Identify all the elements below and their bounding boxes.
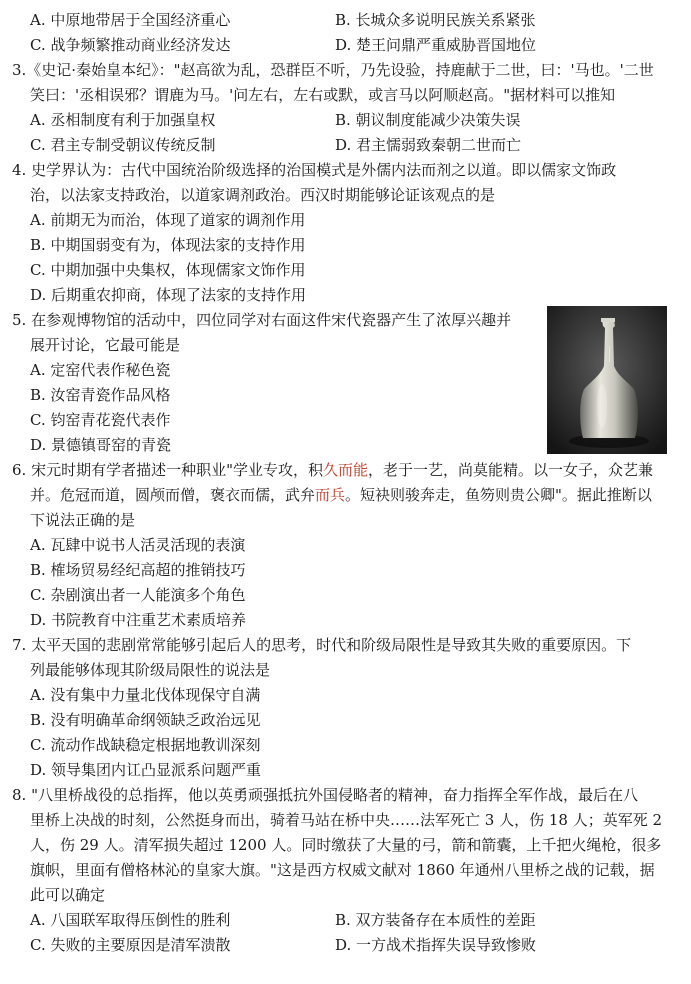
q7-option-b: B. 没有明确革命纲领缺乏政治远见 (30, 711, 261, 729)
q8-stem-line4: 旗帜，里面有僧格林沁的皇家大旗。"这是西方权威文献对 1860 年通州八里桥之战的记载，据 (30, 861, 655, 879)
question-8 (12, 783, 671, 958)
q2-options-row1 (30, 8, 671, 33)
q8-option-b: B. 双方装备存在本质性的差距 (335, 911, 536, 929)
q4-option-d: D. 后期重农抑商，体现了法家的支持作用 (30, 286, 307, 304)
q6-option-b: B. 榷场贸易经纪高超的推销技巧 (30, 561, 246, 579)
q7-option-c: C. 流动作战缺稳定根据地教训深刻 (30, 736, 261, 754)
q5-option-d: D. 景德镇哥窑的青瓷 (30, 436, 172, 454)
q4-stem-line2: 治，以法家支持政治，以道家调剂政治。西汉时期能够论证该观点的是 (30, 186, 496, 204)
q3-option-c: C. 君主专制受朝议传统反制 (30, 136, 216, 154)
q4-stem-line1: 4. 史学界认为：古代中国统治阶级选择的治国模式是外儒内法而剂之以道。即以儒家文饰政 (12, 161, 617, 179)
q2-option-d: D. 楚王问鼎严重威胁晋国地位 (335, 36, 537, 54)
q5-option-a: A. 定窑代表作秘色瓷 (30, 361, 171, 379)
q7-option-a: A. 没有集中力量北伐体现保守自满 (30, 686, 261, 704)
q8-stem-line2: 里桥上决战的时刻，公然挺身而出，骑着马站在桥中央……法军死亡 3 人，伤 18 人；英军死 2 (30, 811, 663, 829)
q7-option-d: D. 领导集团内讧凸显派系问题严重 (30, 761, 262, 779)
q6-stem-line1 (12, 458, 671, 483)
question-7 (12, 633, 671, 783)
q6-stem-line2-red: 而兵 (315, 486, 346, 504)
question-3 (12, 58, 671, 158)
q6-option-d: D. 书院教育中注重艺术素质培养 (30, 611, 247, 629)
q7-stem-line1: 7. 太平天国的悲剧常常能够引起后人的思考，时代和阶级局限性是导致其失败的重要原因。下 (12, 636, 632, 654)
question-5 (12, 308, 671, 458)
q6-option-c: C. 杂剧演出者一人能演多个角色 (30, 586, 246, 604)
q5-option-b: B. 汝窑青瓷作品风格 (30, 386, 171, 404)
q8-options-row1 (30, 908, 671, 933)
q6-option-a: A. 瓦肆中说书人活灵活现的表演 (30, 536, 246, 554)
porcelain-vase-photo (547, 306, 667, 454)
vase-icon (547, 306, 667, 454)
q8-option-c: C. 失败的主要原因是清军溃散 (30, 936, 231, 954)
q3-options-row1 (30, 108, 671, 133)
question-6 (12, 458, 671, 633)
q3-option-b: B. 朝议制度能减少决策失误 (335, 111, 521, 129)
q2-option-a: A. 中原地带居于全国经济重心 (30, 11, 231, 29)
q5-stem-line1: 5. 在参观博物馆的活动中，四位同学对右面这件宋代瓷器产生了浓厚兴趣并 (12, 311, 512, 329)
q7-stem-line2: 列最能够体现其阶级局限性的说法是 (30, 661, 271, 679)
q6-stem-line1-part-b: ，老于一艺，尚莫能精。以一女子，众艺兼 (368, 461, 654, 479)
q6-stem-line3: 下说法正确的是 (30, 511, 136, 529)
q3-options-row2 (30, 133, 671, 158)
q8-stem-line1: 8. "八里桥战役的总指挥，他以英勇顽强抵抗外国侵略者的精神，奋力指挥全军作战，最后在八 (12, 786, 638, 804)
q4-option-c: C. 中期加强中央集权，体现儒家文饰作用 (30, 261, 306, 279)
q8-option-a: A. 八国联军取得压倒性的胜利 (30, 911, 231, 929)
q3-option-d: D. 君主懦弱致秦朝二世而亡 (335, 136, 522, 154)
q4-option-b: B. 中期国弱变有为，体现法家的支持作用 (30, 236, 306, 254)
q3-stem-line1: 3.《史记·秦始皇本纪》："赵高欲为乱，恐群臣不听，乃先设验，持鹿献于二世，曰：'马也。'二世 (12, 61, 654, 79)
q6-stem-line2-part-b: 。短袂则骏奔走，鱼笏则贵公卿"。据此推断以 (345, 486, 652, 504)
q2-option-b: B. 长城众多说明民族关系紧张 (335, 11, 536, 29)
question-4 (12, 158, 671, 308)
q2-option-c: C. 战争频繁推动商业经济发达 (30, 36, 231, 54)
q8-option-d: D. 一方战术指挥失误导致惨败 (335, 936, 537, 954)
q6-stem-line1-part-a: 6. 宋元时期有学者描述一种职业"学业专攻，积 (12, 461, 323, 479)
q3-option-a: A. 丞相制度有利于加强皇权 (30, 111, 216, 129)
q3-stem-line2: 笑曰：'丞相误邪？谓鹿为马。'问左右，左右或默，或言马以阿顺赵高。"据材料可以推知 (30, 86, 616, 104)
q8-options-row2 (30, 933, 671, 958)
q6-stem-line1-red: 久而能 (322, 461, 368, 479)
q6-stem-line2 (30, 483, 671, 508)
q8-stem-line5: 此可以确定 (30, 886, 106, 904)
q8-stem-line3: 人，伤 29 人。清军损失超过 1200 人。同时缴获了大量的弓，箭和箭囊，上千把火绳枪，很多 (30, 836, 662, 854)
q6-stem-line2-part-a: 并。危冠而道，圆颅而僧，褒衣而儒，武弁 (30, 486, 316, 504)
q5-option-c: C. 钧窑青花瓷代表作 (30, 411, 171, 429)
q4-option-a: A. 前期无为而治，体现了道家的调剂作用 (30, 211, 306, 229)
q2-options-row2 (30, 33, 671, 58)
q5-stem-line2: 展开讨论，它最可能是 (30, 336, 181, 354)
